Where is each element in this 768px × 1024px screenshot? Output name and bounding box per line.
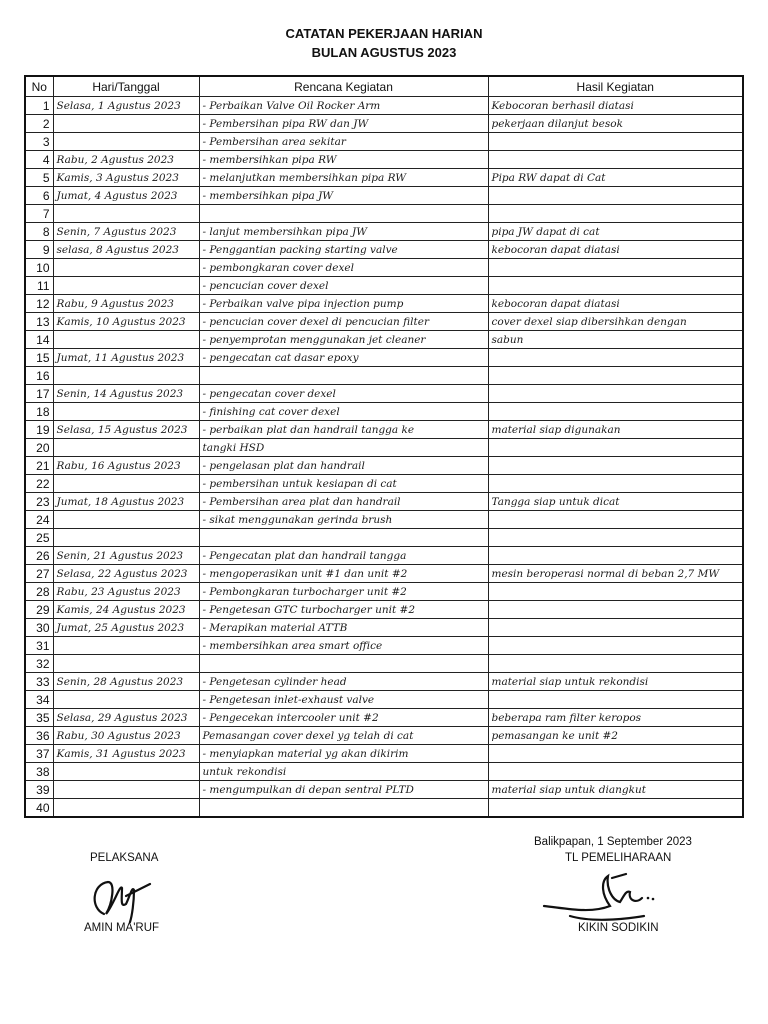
row-result: pekerjaan dilanjut besok: [488, 115, 743, 133]
row-plan: - Penggantian packing starting valve: [199, 241, 488, 259]
col-header-no: No: [25, 76, 53, 97]
table-row: [25, 565, 743, 583]
table-row: [25, 115, 743, 133]
row-number: 15: [25, 349, 53, 367]
row-plan: - pencucian cover dexel di pencucian filter: [199, 313, 488, 331]
row-plan: - sikat menggunakan gerinda brush: [199, 511, 488, 529]
row-date: [53, 691, 199, 709]
table-row: [25, 367, 743, 385]
row-number: 33: [25, 673, 53, 691]
row-plan: - Pembersihan pipa RW dan JW: [199, 115, 488, 133]
row-date: [53, 781, 199, 799]
row-date: Kamis, 10 Agustus 2023: [53, 313, 199, 331]
row-number: 27: [25, 565, 53, 583]
row-plan: - Perbaikan valve pipa injection pump: [199, 295, 488, 313]
row-result: [488, 763, 743, 781]
row-number: 16: [25, 367, 53, 385]
row-plan: - Pengetesan cylinder head: [199, 673, 488, 691]
row-number: 8: [25, 223, 53, 241]
row-number: 11: [25, 277, 53, 295]
table-row: [25, 277, 743, 295]
row-number: 21: [25, 457, 53, 475]
row-number: 37: [25, 745, 53, 763]
row-result: [488, 133, 743, 151]
row-result: material siap untuk diangkut: [488, 781, 743, 799]
row-result: [488, 439, 743, 457]
row-plan: - pembersihan untuk kesiapan di cat: [199, 475, 488, 493]
row-result: mesin beroperasi normal di beban 2,7 MW: [488, 565, 743, 583]
row-number: 1: [25, 97, 53, 115]
row-plan: [199, 799, 488, 818]
row-result: [488, 547, 743, 565]
row-date: Senin, 7 Agustus 2023: [53, 223, 199, 241]
row-plan: - membersihkan pipa JW: [199, 187, 488, 205]
row-result: [488, 511, 743, 529]
row-result: [488, 403, 743, 421]
table-row: [25, 727, 743, 745]
row-number: 23: [25, 493, 53, 511]
col-header-plan: Rencana Kegiatan: [199, 76, 488, 97]
row-result: [488, 385, 743, 403]
row-result: material siap digunakan: [488, 421, 743, 439]
row-plan: - penyemprotan menggunakan jet cleaner: [199, 331, 488, 349]
row-date: Rabu, 16 Agustus 2023: [53, 457, 199, 475]
row-plan: - Pengetesan GTC turbocharger unit #2: [199, 601, 488, 619]
row-result: [488, 367, 743, 385]
row-number: 30: [25, 619, 53, 637]
row-number: 7: [25, 205, 53, 223]
row-result: Pipa RW dapat di Cat: [488, 169, 743, 187]
row-date: [53, 259, 199, 277]
table-row: [25, 439, 743, 457]
table-row: [25, 403, 743, 421]
row-result: beberapa ram filter keropos: [488, 709, 743, 727]
tl-name: KIKIN SODIKIN: [578, 922, 659, 934]
table-row: [25, 169, 743, 187]
row-date: Rabu, 30 Agustus 2023: [53, 727, 199, 745]
table-row: [25, 241, 743, 259]
executor-name: AMIN MA'RUF: [84, 922, 160, 934]
row-date: [53, 529, 199, 547]
row-date: [53, 511, 199, 529]
row-plan: - perbaikan plat dan handrail tangga ke: [199, 421, 488, 439]
table-row: [25, 655, 743, 673]
row-result: pemasangan ke unit #2: [488, 727, 743, 745]
row-plan: Pemasangan cover dexel yg telah di cat: [199, 727, 488, 745]
table-row: [25, 349, 743, 367]
row-plan: - pencucian cover dexel: [199, 277, 488, 295]
row-plan: - membersihkan area smart office: [199, 637, 488, 655]
table-row: [25, 313, 743, 331]
table-row: [25, 151, 743, 169]
table-row: [25, 763, 743, 781]
row-plan: [199, 367, 488, 385]
row-plan: - Pengecekan intercooler unit #2: [199, 709, 488, 727]
row-plan: - lanjut membersihkan pipa JW: [199, 223, 488, 241]
row-result: Tangga siap untuk dicat: [488, 493, 743, 511]
row-date: Senin, 21 Agustus 2023: [53, 547, 199, 565]
row-result: Kebocoran berhasil diatasi: [488, 97, 743, 115]
row-plan: - Pembersihan area plat dan handrail: [199, 493, 488, 511]
row-result: [488, 529, 743, 547]
table-row: [25, 637, 743, 655]
table-row: [25, 511, 743, 529]
table-row: [25, 583, 743, 601]
row-date: [53, 331, 199, 349]
row-plan: - pembongkaran cover dexel: [199, 259, 488, 277]
row-result: pipa JW dapat di cat: [488, 223, 743, 241]
row-date: [53, 439, 199, 457]
row-date: [53, 115, 199, 133]
table-row: [25, 475, 743, 493]
row-date: Selasa, 29 Agustus 2023: [53, 709, 199, 727]
row-date: Selasa, 1 Agustus 2023: [53, 97, 199, 115]
row-result: kebocoran dapat diatasi: [488, 241, 743, 259]
row-date: [53, 277, 199, 295]
row-date: [53, 475, 199, 493]
table-row: [25, 295, 743, 313]
row-result: [488, 655, 743, 673]
row-number: 14: [25, 331, 53, 349]
row-date: Rabu, 2 Agustus 2023: [53, 151, 199, 169]
row-result: [488, 457, 743, 475]
row-date: Jumat, 18 Agustus 2023: [53, 493, 199, 511]
row-plan: [199, 529, 488, 547]
row-number: 10: [25, 259, 53, 277]
row-plan: [199, 205, 488, 223]
row-number: 35: [25, 709, 53, 727]
row-number: 9: [25, 241, 53, 259]
row-number: 29: [25, 601, 53, 619]
row-number: 18: [25, 403, 53, 421]
tl-signature: [540, 872, 660, 927]
table-row: [25, 187, 743, 205]
row-result: [488, 349, 743, 367]
row-date: Jumat, 11 Agustus 2023: [53, 349, 199, 367]
row-date: [53, 205, 199, 223]
row-plan: - finishing cat cover dexel: [199, 403, 488, 421]
row-plan: - Perbaikan Valve Oil Rocker Arm: [199, 97, 488, 115]
row-number: 20: [25, 439, 53, 457]
row-plan: [199, 655, 488, 673]
document-subtitle: BULAN AGUSTUS 2023: [311, 45, 457, 60]
executor-signature: [86, 874, 156, 924]
row-plan: - membersihkan pipa RW: [199, 151, 488, 169]
row-number: 28: [25, 583, 53, 601]
tl-role-label: TL PEMELIHARAAN: [565, 852, 672, 864]
row-result: [488, 637, 743, 655]
row-number: 12: [25, 295, 53, 313]
row-date: [53, 637, 199, 655]
row-number: 39: [25, 781, 53, 799]
table-row: [25, 673, 743, 691]
table-row: [25, 529, 743, 547]
row-plan: - pengecatan cat dasar epoxy: [199, 349, 488, 367]
row-date: [53, 133, 199, 151]
table-row: [25, 799, 743, 818]
table-row: [25, 385, 743, 403]
row-date: Senin, 28 Agustus 2023: [53, 673, 199, 691]
row-result: material siap untuk rekondisi: [488, 673, 743, 691]
row-number: 13: [25, 313, 53, 331]
row-result: [488, 619, 743, 637]
table-row: [25, 97, 743, 115]
place-date: Balikpapan, 1 September 2023: [534, 836, 692, 848]
row-number: 31: [25, 637, 53, 655]
row-date: Rabu, 9 Agustus 2023: [53, 295, 199, 313]
table-row: [25, 547, 743, 565]
row-number: 3: [25, 133, 53, 151]
row-number: 17: [25, 385, 53, 403]
row-result: [488, 151, 743, 169]
table-row: [25, 619, 743, 637]
document-title: CATATAN PEKERJAAN HARIAN: [285, 26, 483, 41]
row-result: [488, 583, 743, 601]
row-date: Jumat, 4 Agustus 2023: [53, 187, 199, 205]
row-date: Kamis, 31 Agustus 2023: [53, 745, 199, 763]
row-date: [53, 763, 199, 781]
row-plan: - Pengetesan inlet-exhaust valve: [199, 691, 488, 709]
row-number: 34: [25, 691, 53, 709]
row-result: [488, 799, 743, 818]
row-plan: - menyiapkan material yg akan dikirim: [199, 745, 488, 763]
row-date: Selasa, 15 Agustus 2023: [53, 421, 199, 439]
row-date: Selasa, 22 Agustus 2023: [53, 565, 199, 583]
table-row: [25, 709, 743, 727]
table-row: [25, 601, 743, 619]
row-result: kebocoran dapat diatasi: [488, 295, 743, 313]
table-row: [25, 133, 743, 151]
table-row: [25, 691, 743, 709]
row-number: 40: [25, 799, 53, 818]
row-result: [488, 277, 743, 295]
row-number: 2: [25, 115, 53, 133]
row-number: 24: [25, 511, 53, 529]
row-plan: tangki HSD: [199, 439, 488, 457]
row-number: 4: [25, 151, 53, 169]
table-row: [25, 421, 743, 439]
row-number: 5: [25, 169, 53, 187]
table-row: [25, 745, 743, 763]
row-result: sabun: [488, 331, 743, 349]
row-number: 26: [25, 547, 53, 565]
row-number: 32: [25, 655, 53, 673]
row-date: Rabu, 23 Agustus 2023: [53, 583, 199, 601]
row-result: [488, 601, 743, 619]
row-date: Senin, 14 Agustus 2023: [53, 385, 199, 403]
row-result: [488, 691, 743, 709]
row-date: [53, 799, 199, 818]
row-result: cover dexel siap dibersihkan dengan: [488, 313, 743, 331]
row-plan: - pengecatan cover dexel: [199, 385, 488, 403]
row-number: 22: [25, 475, 53, 493]
row-plan: - Pembongkaran turbocharger unit #2: [199, 583, 488, 601]
row-number: 19: [25, 421, 53, 439]
row-plan: - Pengecatan plat dan handrail tangga: [199, 547, 488, 565]
row-result: [488, 745, 743, 763]
row-plan: - mengoperasikan unit #1 dan unit #2: [199, 565, 488, 583]
row-date: [53, 655, 199, 673]
row-result: [488, 205, 743, 223]
row-plan: - pengelasan plat dan handrail: [199, 457, 488, 475]
row-number: 6: [25, 187, 53, 205]
col-header-date: Hari/Tanggal: [53, 76, 199, 97]
row-plan: - Pembersihan area sekitar: [199, 133, 488, 151]
row-number: 38: [25, 763, 53, 781]
row-plan: - Merapikan material ATTB: [199, 619, 488, 637]
row-date: [53, 367, 199, 385]
executor-role-label: PELAKSANA: [90, 852, 159, 864]
row-date: selasa, 8 Agustus 2023: [53, 241, 199, 259]
table-header-row: [25, 76, 743, 97]
row-result: [488, 259, 743, 277]
row-plan: - mengumpulkan di depan sentral PLTD: [199, 781, 488, 799]
row-result: [488, 475, 743, 493]
row-date: [53, 403, 199, 421]
table-row: [25, 331, 743, 349]
row-date: Kamis, 24 Agustus 2023: [53, 601, 199, 619]
table-row: [25, 457, 743, 475]
row-plan: - melanjutkan membersihkan pipa RW: [199, 169, 488, 187]
row-number: 36: [25, 727, 53, 745]
table-row: [25, 493, 743, 511]
row-date: Kamis, 3 Agustus 2023: [53, 169, 199, 187]
table-row: [25, 259, 743, 277]
daily-work-table: [24, 75, 744, 818]
table-row: [25, 781, 743, 799]
row-plan: untuk rekondisi: [199, 763, 488, 781]
col-header-result: Hasil Kegiatan: [488, 76, 743, 97]
table-row: [25, 223, 743, 241]
row-number: 25: [25, 529, 53, 547]
row-result: [488, 187, 743, 205]
row-date: Jumat, 25 Agustus 2023: [53, 619, 199, 637]
table-row: [25, 205, 743, 223]
